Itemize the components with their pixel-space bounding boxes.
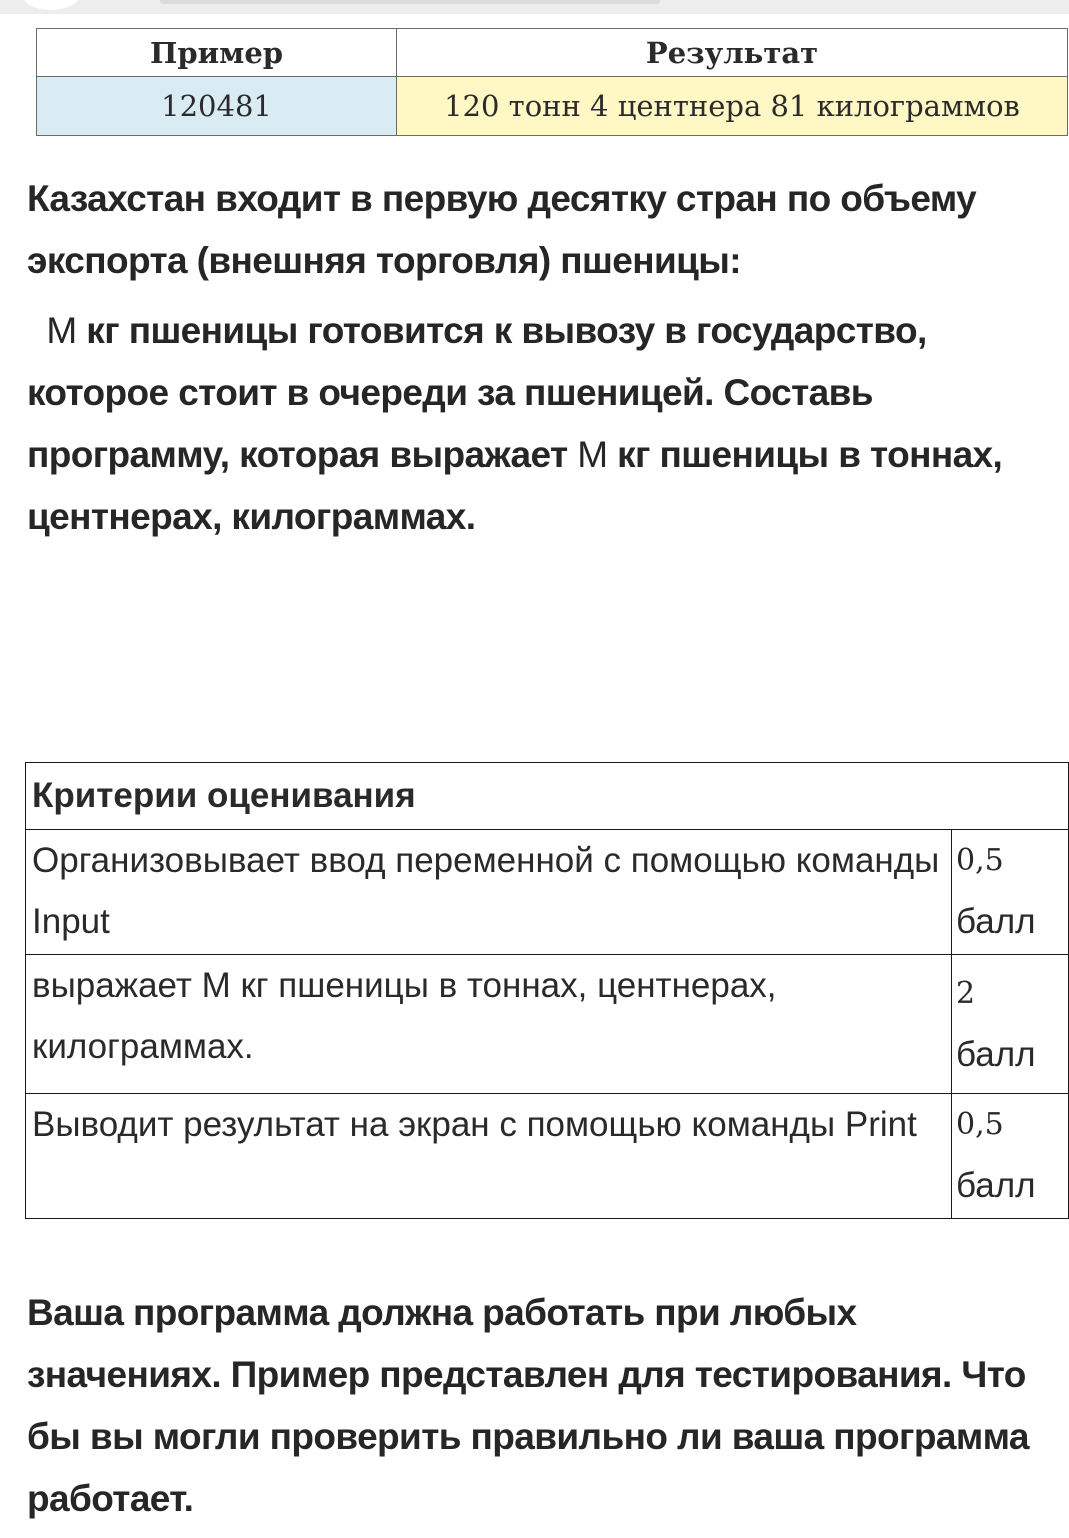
criteria-description: Выводит результат на экран с помощью команды Print [26, 1094, 952, 1219]
variable-m: M [46, 310, 77, 351]
intro-paragraph: Казахстан входит в первую десятку стран по объему экспорта (внешняя торговля) пшеницы: [27, 178, 977, 281]
variable-m-2: M [577, 434, 608, 475]
points-unit: балл [956, 1035, 1036, 1074]
criteria-points [952, 955, 1069, 1094]
task-paragraph [27, 300, 1057, 548]
header-result: Результат [397, 29, 1068, 77]
criteria-points [952, 1094, 1069, 1219]
points-value: 0,5 [956, 843, 1004, 878]
example-input-cell: 120481 [37, 77, 397, 136]
task-text-part1: кг пшеницы готовится к вывозу в государство, которое стоит в очереди за пшеницей. Составь программу, которая выражает [27, 310, 927, 475]
example-result-cell: 120 тонн 4 центнера 81 килограммов [397, 77, 1068, 136]
criteria-title: Критерии оценивания [26, 763, 1069, 830]
criteria-row [26, 1094, 1069, 1219]
criteria-description: Организовывает ввод переменной с помощью команды Input [26, 830, 952, 955]
example-table-row [37, 77, 1068, 136]
criteria-row [26, 830, 1069, 955]
criteria-header-row [26, 763, 1069, 830]
example-table [36, 28, 1068, 136]
points-unit: балл [956, 902, 1036, 941]
criteria-table [25, 762, 1069, 1219]
points-value: 0,5 [956, 1107, 1004, 1142]
top-decoration [22, 0, 80, 10]
criteria-description: выражает M кг пшеницы в тоннах, центнерах, килограммах. [26, 955, 952, 1094]
points-unit: балл [956, 1166, 1036, 1205]
task-text-part2: кг пшеницы в тоннах, центнерах, килограммах. [27, 434, 1003, 537]
top-strip [0, 0, 1069, 14]
header-example: Пример [37, 29, 397, 77]
criteria-row [26, 955, 1069, 1094]
footer-paragraph: Ваша программа должна работать при любых значениях. Пример представлен для тестирования. Что бы вы могли проверить правильно ли ваша программа работает. [27, 1292, 1029, 1519]
criteria-points [952, 830, 1069, 955]
top-bar [160, 0, 660, 4]
points-value: 2 [956, 976, 976, 1011]
example-table-header [37, 29, 1068, 77]
